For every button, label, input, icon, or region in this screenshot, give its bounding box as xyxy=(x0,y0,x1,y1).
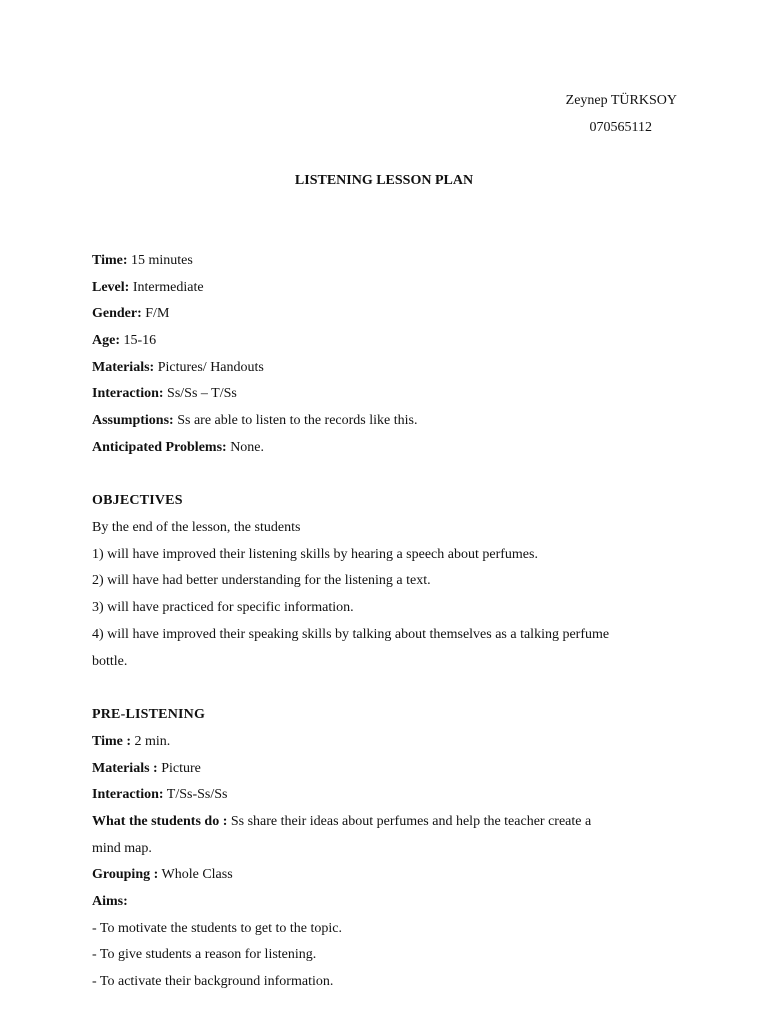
detail-label: Time: xyxy=(92,253,128,268)
field-value: T/Ss-Ss/Ss xyxy=(163,787,228,802)
detail-value: Ss are able to listen to the records like this. xyxy=(173,413,418,428)
detail-interaction xyxy=(92,385,237,403)
detail-label: Age: xyxy=(92,333,120,348)
objective-item: 2) will have had better understanding for the listening a text. xyxy=(92,573,431,588)
field-value: Whole Class xyxy=(158,867,233,882)
pre-listening-aims-label xyxy=(92,893,128,911)
detail-label: Interaction: xyxy=(92,386,164,401)
objective-item: 1) will have improved their listening skills by hearing a speech about perfumes. xyxy=(92,547,538,562)
objective-item: 3) will have practiced for specific information. xyxy=(92,600,354,615)
field-label: Materials : xyxy=(92,761,158,776)
field-label: What the students do : xyxy=(92,814,228,829)
field-label: Time : xyxy=(92,734,132,749)
detail-assumptions xyxy=(92,412,417,430)
aim-item: - To activate their background information. xyxy=(92,974,334,989)
field-label: Aims: xyxy=(92,894,128,909)
objectives-heading: OBJECTIVES xyxy=(92,493,183,508)
student-id: 070565112 xyxy=(589,120,652,135)
detail-value: F/M xyxy=(141,306,170,321)
detail-label: Materials: xyxy=(92,360,155,375)
aim-item: - To give students a reason for listening. xyxy=(92,947,317,962)
page-title: LISTENING LESSON PLAN xyxy=(294,173,474,188)
field-label: Grouping : xyxy=(92,867,159,882)
objectives-intro: By the end of the lesson, the students xyxy=(92,520,301,535)
detail-value: Intermediate xyxy=(129,280,204,295)
detail-value: 15 minutes xyxy=(127,253,193,268)
detail-anticipated-problems xyxy=(92,439,264,457)
aim-item: - To motivate the students to get to the topic. xyxy=(92,921,342,936)
field-label: Interaction: xyxy=(92,787,164,802)
detail-value: Pictures/ Handouts xyxy=(154,360,264,375)
pre-listening-time xyxy=(92,733,170,751)
detail-label: Assumptions: xyxy=(92,413,174,428)
pre-listening-materials xyxy=(92,760,201,778)
detail-value: Ss/Ss – T/Ss xyxy=(163,386,237,401)
objective-item-continued: bottle. xyxy=(92,654,128,669)
author-name: Zeynep TÜRKSOY xyxy=(565,93,677,108)
detail-gender xyxy=(92,305,169,323)
field-value: 2 min. xyxy=(131,734,171,749)
detail-label: Gender: xyxy=(92,306,142,321)
detail-age xyxy=(92,332,156,350)
detail-label: Anticipated Problems: xyxy=(92,440,227,455)
pre-listening-students-do xyxy=(92,813,591,831)
objective-item: 4) will have improved their speaking skills by talking about themselves as a talking perfume xyxy=(92,627,610,642)
detail-level xyxy=(92,279,204,297)
pre-listening-heading: PRE-LISTENING xyxy=(92,707,206,722)
pre-listening-grouping xyxy=(92,866,233,884)
detail-value: 15-16 xyxy=(120,333,157,348)
detail-value: None. xyxy=(226,440,265,455)
detail-materials xyxy=(92,359,264,377)
pre-listening-interaction xyxy=(92,786,228,804)
pre-listening-students-do-continued: mind map. xyxy=(92,841,152,856)
field-value: Ss share their ideas about perfumes and help the teacher create a xyxy=(227,814,592,829)
field-value: Picture xyxy=(157,761,201,776)
detail-time xyxy=(92,252,193,270)
detail-label: Level: xyxy=(92,280,130,295)
